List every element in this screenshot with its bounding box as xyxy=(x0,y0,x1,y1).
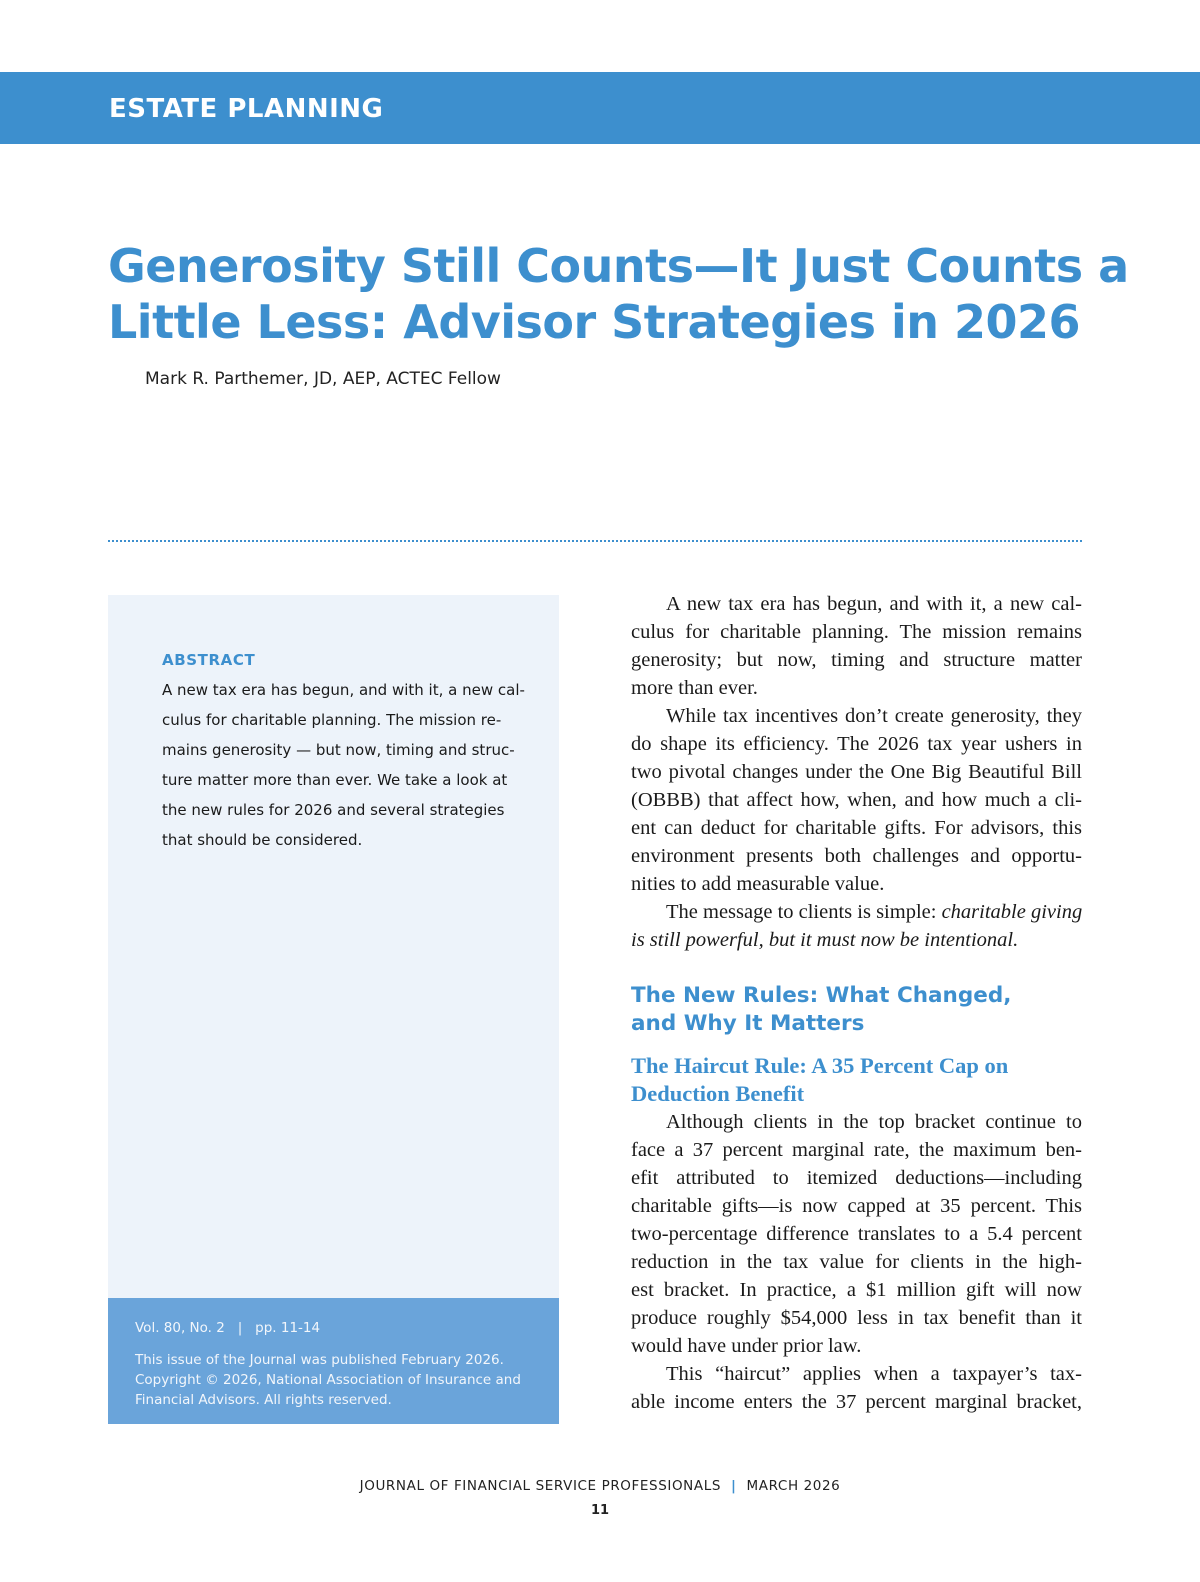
title-line: Generosity Still Counts—It Just Counts a xyxy=(108,239,1129,293)
section-heading: and Why It Matters xyxy=(631,1011,865,1036)
page-number: 11 xyxy=(590,1503,610,1518)
article-title xyxy=(108,238,1129,350)
copyright-line: Financial Advisors. All rights reserved. xyxy=(135,1392,392,1408)
body-line: efit attributed to itemized deductions—including xyxy=(631,1167,1082,1189)
body-line: A new tax era has begun, and with it, a new cal- xyxy=(666,593,1082,615)
body-line: est bracket. In practice, a $1 million gift will now xyxy=(631,1279,1082,1301)
copyright-line: Copyright © 2026, National Association of Insurance and xyxy=(135,1372,521,1388)
article-body xyxy=(631,590,1082,1416)
volume-separator: | xyxy=(237,1320,243,1336)
journal-name: JOURNAL OF FINANCIAL SERVICE PROFESSIONALS xyxy=(359,1478,721,1494)
abstract-line: ture matter more than ever. We take a look at xyxy=(162,771,508,789)
body-line xyxy=(631,926,1082,954)
publication-info-box xyxy=(108,1298,559,1424)
abstract-heading: ABSTRACT xyxy=(162,651,256,669)
body-line: produce roughly $54,000 less in tax benefit than it xyxy=(631,1307,1082,1329)
body-line: would have under prior law. xyxy=(631,1335,862,1357)
body-line: face a 37 percent marginal rate, the maximum ben- xyxy=(631,1139,1082,1161)
body-line: more than ever. xyxy=(631,677,758,699)
body-line xyxy=(631,898,1082,926)
issue-date: MARCH 2026 xyxy=(746,1478,841,1494)
subsection-heading: The Haircut Rule: A 35 Percent Cap on xyxy=(631,1053,1009,1078)
body-line: While tax incentives don’t create generosity, they xyxy=(666,705,1082,727)
abstract-line: A new tax era has begun, and with it, a new cal- xyxy=(162,681,525,699)
author-byline: Mark R. Parthemer, JD, AEP, ACTEC Fellow xyxy=(145,369,501,389)
body-line: ent can deduct for charitable gifts. For advisors, this xyxy=(631,817,1082,839)
section-heading: The New Rules: What Changed, xyxy=(631,983,1012,1008)
page-footer xyxy=(0,1478,1200,1494)
emphasis-text: is still powerful, but it must now be intentional. xyxy=(631,929,1019,951)
abstract-line: culus for charitable planning. The mission re- xyxy=(162,711,502,729)
emphasis-text: charitable giving xyxy=(941,901,1083,923)
body-line: generosity; but now, timing and structure matter xyxy=(631,649,1082,671)
body-line: Although clients in the top bracket continue to xyxy=(666,1111,1082,1133)
title-line: Little Less: Advisor Strategies in 2026 xyxy=(108,295,1081,349)
body-line: charitable gifts—is now capped at 35 percent. This xyxy=(631,1195,1082,1217)
body-line: culus for charitable planning. The mission remains xyxy=(631,621,1082,643)
body-line: (OBBB) that affect how, when, and how much a cli- xyxy=(631,789,1082,811)
section-divider xyxy=(108,540,1082,542)
body-line: do shape its efficiency. The 2026 tax year ushers in xyxy=(631,733,1082,755)
abstract-line: mains generosity — but now, timing and struc- xyxy=(162,741,515,759)
subsection-heading: Deduction Benefit xyxy=(631,1081,805,1106)
section-label: ESTATE PLANNING xyxy=(109,94,384,124)
volume-info xyxy=(135,1320,320,1336)
abstract-text xyxy=(162,675,525,855)
abstract-line: the new rules for 2026 and several strategies xyxy=(162,801,505,819)
page-range: pp. 11-14 xyxy=(255,1320,321,1336)
copyright-line: This issue of the Journal was published February 2026. xyxy=(135,1352,504,1368)
body-line: able income enters the 37 percent marginal bracket, xyxy=(631,1391,1082,1413)
body-text: The message to clients is simple: xyxy=(666,901,942,923)
volume-number: Vol. 80, No. 2 xyxy=(135,1320,225,1336)
body-line: This “haircut” applies when a taxpayer’s tax- xyxy=(666,1363,1082,1385)
abstract-line: that should be considered. xyxy=(162,831,363,849)
body-line: environment presents both challenges and opportu- xyxy=(631,845,1082,867)
section-banner xyxy=(0,72,1200,144)
copyright-notice xyxy=(135,1350,545,1410)
abstract-box xyxy=(108,595,559,1298)
body-line: reduction in the tax value for clients in the high- xyxy=(631,1251,1082,1273)
body-line: two-percentage difference translates to a 5.4 percent xyxy=(631,1223,1082,1245)
footer-separator: | xyxy=(731,1478,737,1494)
body-line: two pivotal changes under the One Big Beautiful Bill xyxy=(631,761,1082,783)
body-line: nities to add measurable value. xyxy=(631,873,885,895)
